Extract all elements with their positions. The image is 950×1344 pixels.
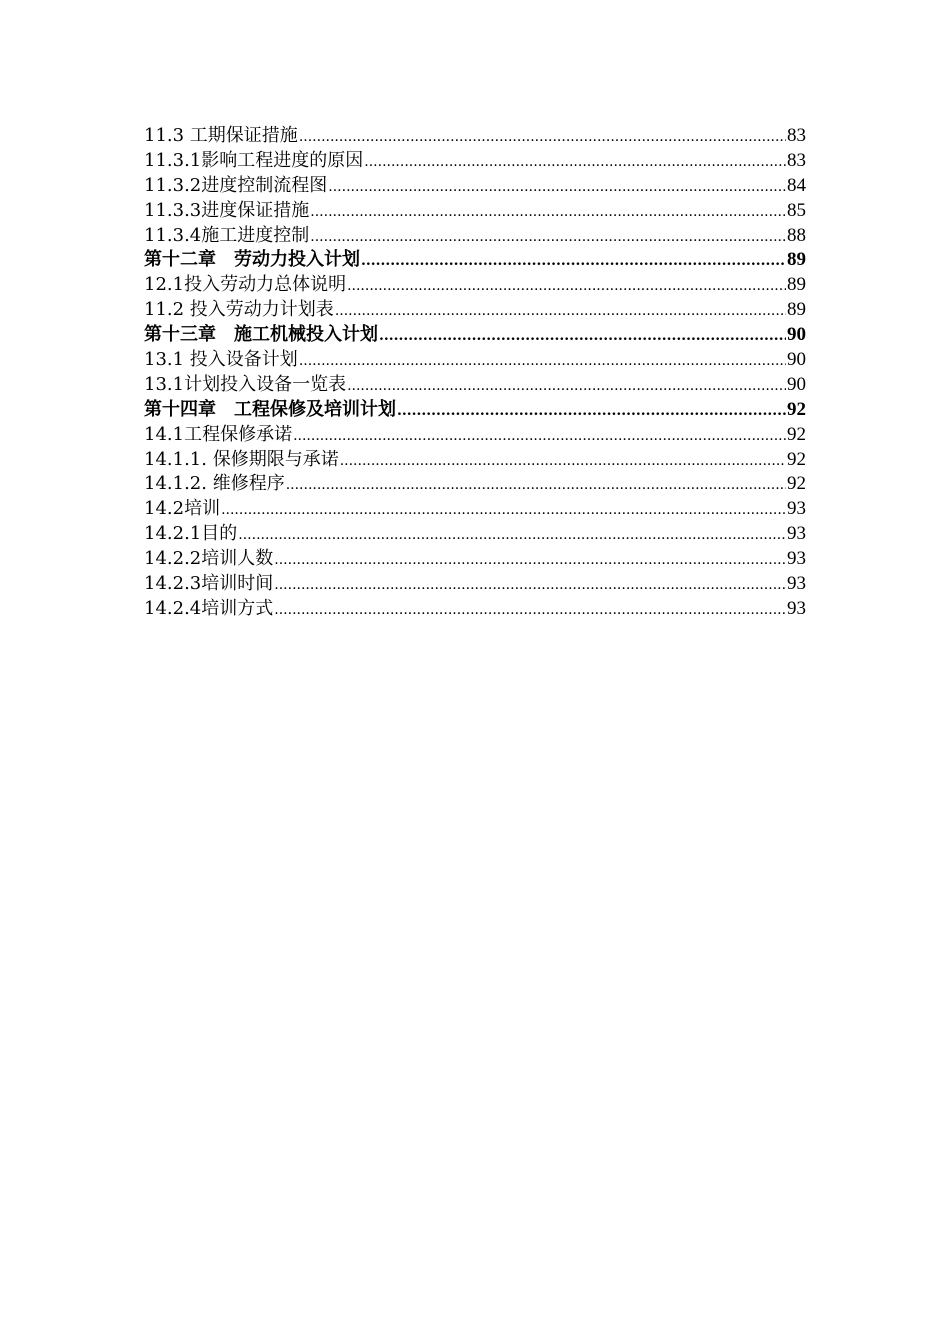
toc-page-number: 93	[787, 597, 806, 619]
toc-page-number: 89	[787, 249, 806, 271]
toc-entry[interactable]	[144, 298, 806, 323]
toc-dot-leader	[340, 449, 786, 473]
toc-entry-title: 第十二章 劳动力投入计划	[144, 249, 360, 271]
toc-page-number: 90	[787, 324, 806, 346]
toc-dot-leader	[274, 598, 786, 622]
toc-entry-title: 11.3 工期保证措施	[144, 125, 298, 146]
toc-entry[interactable]	[144, 522, 806, 547]
toc-page-number: 92	[787, 448, 806, 470]
toc-page-number: 83	[787, 149, 806, 171]
toc-entry-title: 11.3.1影响工程进度的原因	[144, 149, 364, 171]
toc-entry-title: 11.3.3进度保证措施	[144, 199, 310, 221]
toc-dot-leader	[397, 399, 786, 423]
toc-dot-leader	[274, 573, 786, 597]
toc-entry[interactable]	[144, 124, 806, 149]
toc-entry[interactable]	[144, 547, 806, 572]
toc-entry[interactable]	[144, 273, 806, 298]
toc-page-number: 92	[787, 473, 806, 495]
toc-page-number: 93	[787, 548, 806, 570]
toc-chapter-entry[interactable]	[144, 398, 806, 423]
toc-entry[interactable]	[144, 174, 806, 199]
toc-page-number: 90	[787, 349, 806, 371]
toc-page-number: 83	[787, 125, 806, 146]
toc-entry-title: 14.2培训	[144, 498, 221, 520]
toc-page-number: 89	[787, 274, 806, 296]
toc-entry-title: 14.1.2. 维修程序	[144, 473, 285, 495]
toc-page-number: 93	[787, 573, 806, 595]
toc-dot-leader	[364, 150, 786, 174]
toc-chapter-entry[interactable]	[144, 323, 806, 348]
toc-entry[interactable]	[144, 597, 806, 622]
toc-entry[interactable]	[144, 572, 806, 597]
toc-dot-leader	[335, 299, 786, 323]
toc-entry-title: 12.1投入劳动力总体说明	[144, 274, 347, 296]
toc-entry[interactable]	[144, 472, 806, 497]
toc-entry-title: 13.1计划投入设备一览表	[144, 373, 347, 395]
toc-dot-leader	[221, 498, 786, 522]
toc-page-number: 89	[787, 299, 806, 321]
table-of-contents	[144, 124, 806, 622]
toc-dot-leader	[379, 324, 786, 348]
toc-page-number: 93	[787, 498, 806, 520]
toc-dot-leader	[361, 249, 786, 273]
toc-entry-title: 14.2.2培训人数	[144, 548, 274, 570]
toc-dot-leader	[238, 523, 786, 547]
toc-entry-title: 13.1 投入设备计划	[144, 349, 298, 371]
toc-dot-leader	[299, 349, 786, 373]
toc-entry-title: 11.2 投入劳动力计划表	[144, 299, 334, 321]
toc-entry[interactable]	[144, 149, 806, 174]
toc-dot-leader	[299, 125, 786, 149]
toc-entry-title: 第十三章 施工机械投入计划	[144, 324, 378, 346]
toc-entry-title: 11.3.4施工进度控制	[144, 224, 310, 246]
toc-entry-title: 第十四章 工程保修及培训计划	[144, 398, 396, 420]
toc-page-number: 93	[787, 523, 806, 545]
toc-chapter-entry[interactable]	[144, 248, 806, 273]
toc-dot-leader	[328, 175, 786, 199]
toc-page-number: 92	[787, 398, 806, 420]
toc-dot-leader	[293, 424, 786, 448]
toc-page-number: 84	[787, 174, 806, 196]
toc-entry-title: 14.1工程保修承诺	[144, 423, 293, 445]
toc-dot-leader	[286, 473, 786, 497]
toc-entry[interactable]	[144, 224, 806, 249]
toc-entry-title: 14.2.1目的	[144, 523, 238, 545]
toc-entry[interactable]	[144, 423, 806, 448]
toc-entry[interactable]	[144, 448, 806, 473]
toc-page-number: 85	[787, 199, 806, 221]
toc-dot-leader	[310, 200, 786, 224]
toc-dot-leader	[347, 374, 786, 398]
toc-entry-title: 11.3.2进度控制流程图	[144, 174, 328, 196]
toc-entry-title: 14.2.4培训方式	[144, 597, 274, 619]
toc-dot-leader	[347, 274, 786, 298]
toc-entry[interactable]	[144, 199, 806, 224]
toc-page-number: 88	[787, 224, 806, 246]
toc-entry-title: 14.2.3培训时间	[144, 573, 274, 595]
toc-entry-title: 14.1.1. 保修期限与承诺	[144, 448, 339, 470]
toc-dot-leader	[274, 548, 786, 572]
toc-entry[interactable]	[144, 373, 806, 398]
toc-dot-leader	[310, 225, 786, 249]
toc-entry[interactable]	[144, 348, 806, 373]
toc-entry[interactable]	[144, 497, 806, 522]
toc-page-number: 90	[787, 373, 806, 395]
toc-page-number: 92	[787, 423, 806, 445]
